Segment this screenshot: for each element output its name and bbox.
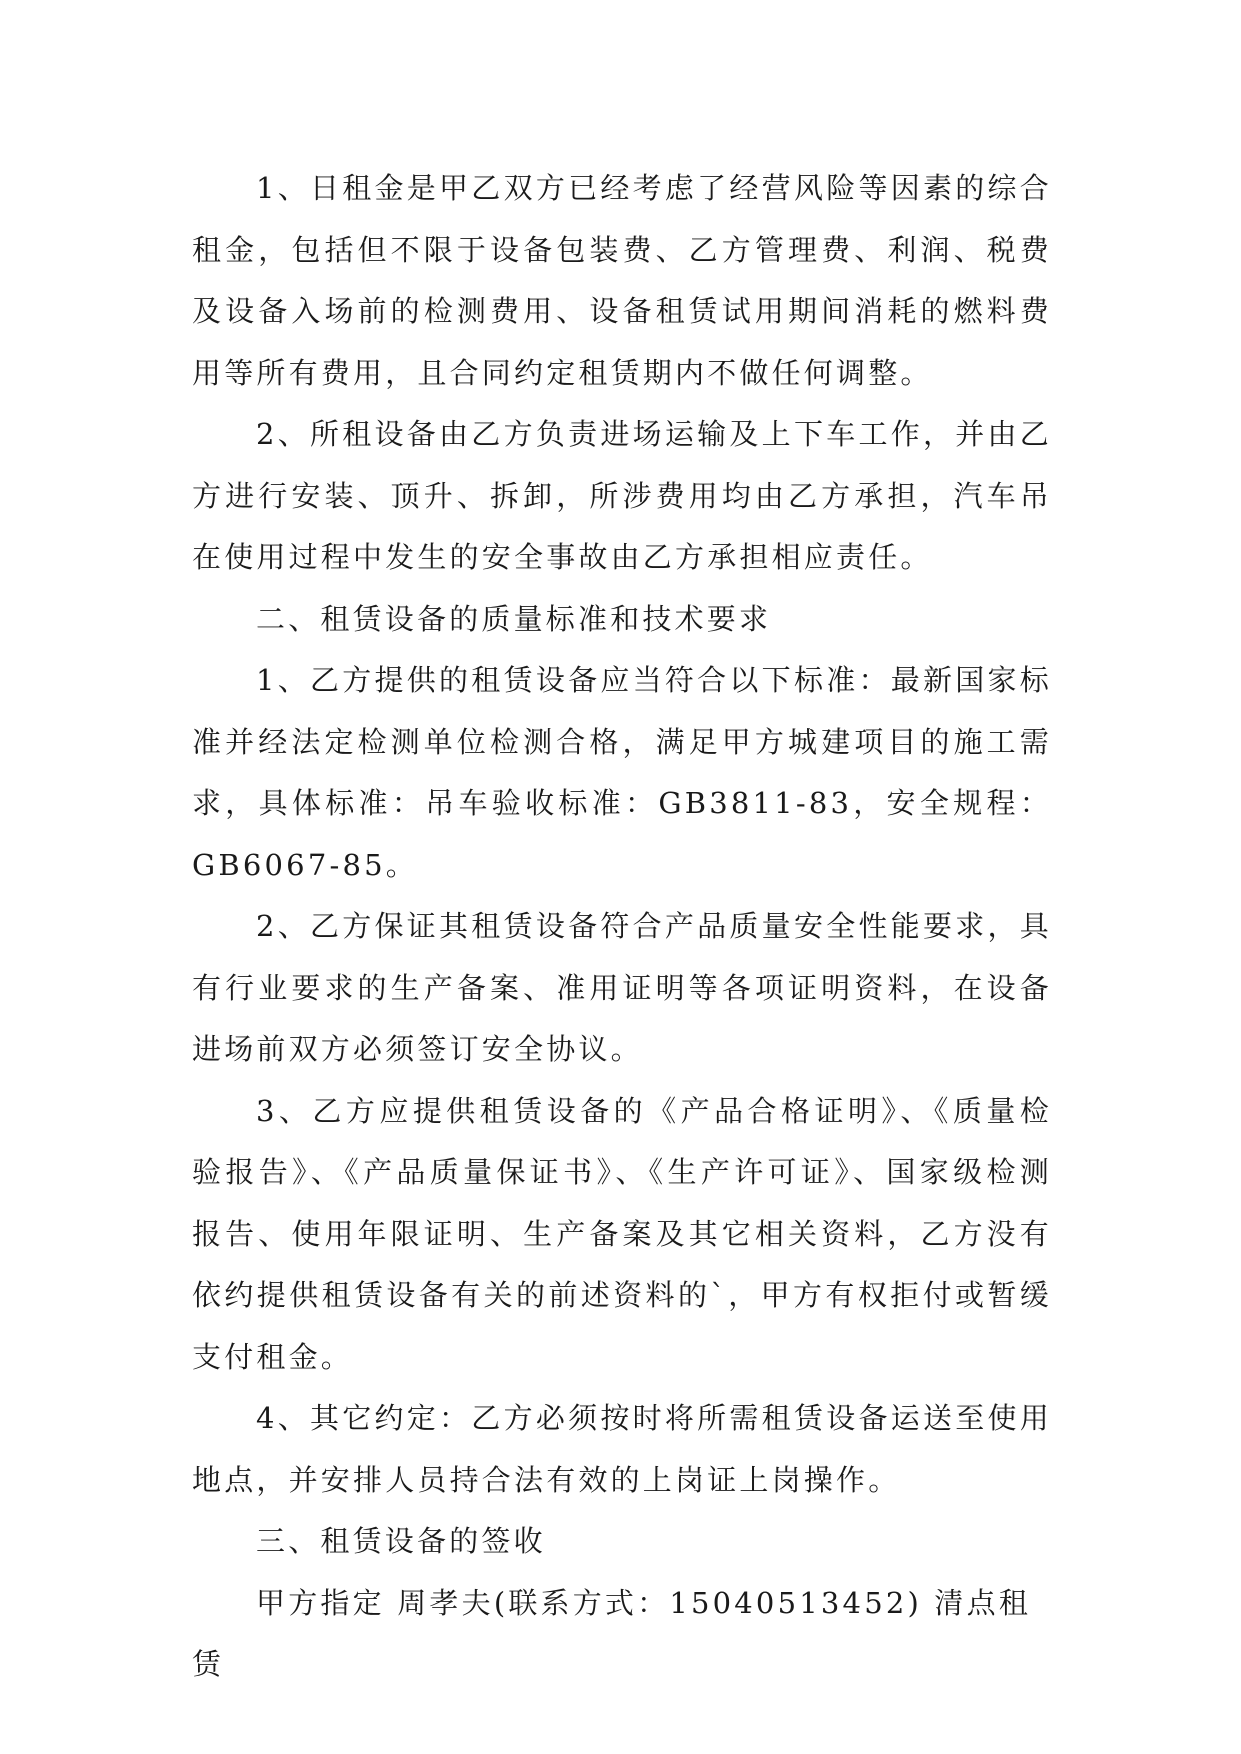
- document-body: [192, 158, 1052, 1696]
- section-heading-quality-standards: 二、租赁设备的质量标准和技术要求: [256, 601, 772, 636]
- paragraph-receipt-contact: 甲方指定 周孝夫(联系方式：15040513452) 清点租赁: [192, 1585, 1032, 1681]
- section-heading-equipment-receipt: 三、租赁设备的签收: [256, 1524, 546, 1558]
- paragraph-required-documents: 3、乙方应提供租赁设备的《产品合格证明》、《质量检验报告》、《产品质量保证书》、《生产许可证》、国家级检测报告、使用年限证明、生产备案及其它相关资料，乙方没有依约提供租赁设备有关的前述资料的`，甲方有权拒付或暂缓支付租金。: [192, 1093, 1052, 1374]
- paragraph-daily-rent: 1、日租金是甲乙双方已经考虑了经营风险等因素的综合租金，包括但不限于设备包装费、乙方管理费、利润、税费及设备入场前的检测费用、设备租赁试用期间消耗的燃料费用等所有费用，且合同约定租赁期内不做任何调整。: [192, 171, 1052, 390]
- paragraph-equipment-standards: 1、乙方提供的租赁设备应当符合以下标准：最新国家标准并经法定检测单位检测合格，满足甲方城建项目的施工需求，具体标准：吊车验收标准：GB3811-83，安全规程：GB6067-85。: [192, 663, 1052, 882]
- paragraph-other-agreements: 4、其它约定：乙方必须按时将所需租赁设备运送至使用地点，并安排人员持合法有效的上岗证上岗操作。: [192, 1401, 1052, 1497]
- paragraph-safety-guarantee: 2、乙方保证其租赁设备符合产品质量安全性能要求，具有行业要求的生产备案、准用证明等各项证明资料，在设备进场前双方必须签订安全协议。: [192, 909, 1052, 1066]
- paragraph-transport-installation: 2、所租设备由乙方负责进场运输及上下车工作，并由乙方进行安装、顶升、拆卸，所涉费用均由乙方承担，汽车吊在使用过程中发生的安全事故由乙方承担相应责任。: [192, 417, 1052, 574]
